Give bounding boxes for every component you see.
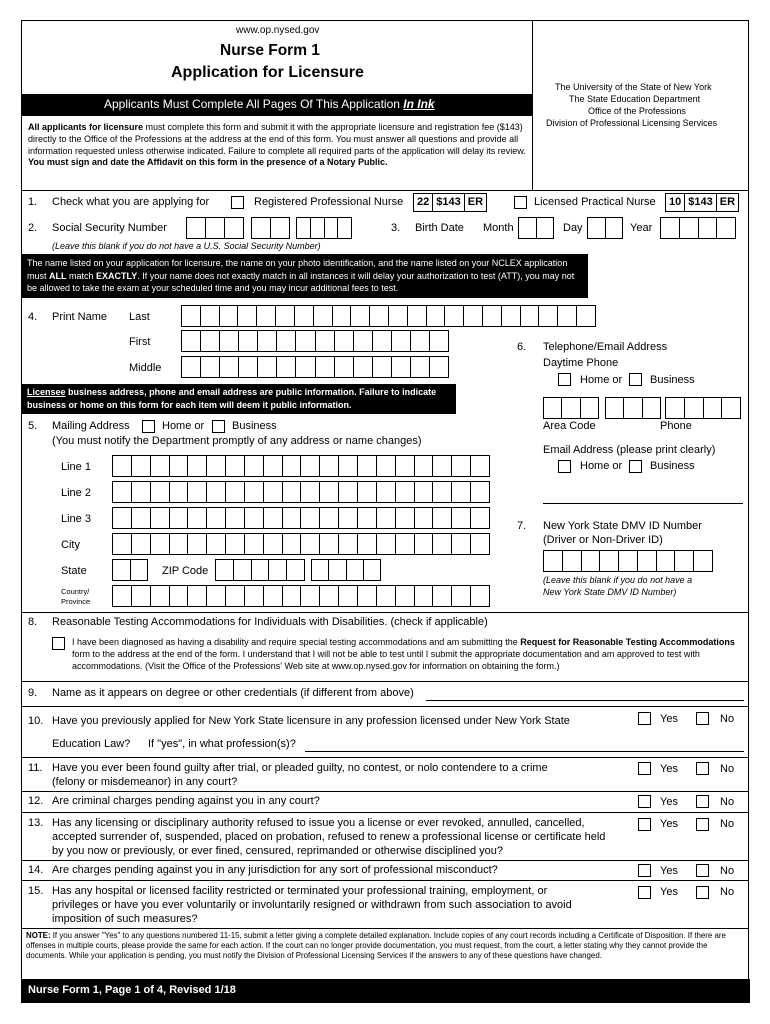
email-home-checkbox[interactable] bbox=[558, 460, 571, 473]
q10-divider bbox=[22, 706, 749, 707]
footer-text: Nurse Form 1, Page 1 of 4, Revised 1/18 bbox=[28, 984, 236, 996]
address-note: (You must notify the Department promptly of any address or name changes) bbox=[52, 435, 422, 447]
q15-no-label: No bbox=[720, 886, 735, 898]
rn-checkbox[interactable] bbox=[231, 196, 244, 209]
phone-label: Phone bbox=[660, 420, 692, 432]
mailing-home-checkbox[interactable] bbox=[142, 420, 155, 433]
email-business-label: Business bbox=[650, 460, 695, 472]
q14-number: 14. bbox=[28, 864, 44, 876]
q13-yes-checkbox[interactable] bbox=[638, 818, 651, 831]
q14-yes-label: Yes bbox=[660, 865, 678, 877]
line2-label: Line 2 bbox=[61, 487, 91, 499]
q11-no-label: No bbox=[720, 763, 735, 775]
q11-label-2: (felony or misdemeanor) in any court? bbox=[52, 776, 238, 788]
q6-label: Telephone/Email Address bbox=[543, 341, 668, 353]
last-name-input[interactable] bbox=[181, 305, 596, 327]
q6-number: 6. bbox=[517, 341, 527, 353]
q15-label: Has any hospital or licensed facility restricted or terminated your professional training, employment, or bbox=[52, 885, 548, 897]
city-input[interactable] bbox=[112, 533, 490, 555]
q7-sublabel: (Driver or Non-Driver ID) bbox=[543, 534, 663, 546]
q1-label: Check what you are applying for bbox=[52, 196, 210, 208]
form-subtitle: Application for Licensure bbox=[171, 64, 364, 81]
phone-line-input[interactable] bbox=[665, 397, 741, 419]
month-label: Month bbox=[483, 222, 514, 234]
q13-divider bbox=[22, 812, 749, 813]
ssn-part-3[interactable] bbox=[296, 217, 352, 239]
org-line-3: Office of the Professions bbox=[588, 106, 686, 116]
q7-number: 7. bbox=[517, 520, 527, 532]
address-line2-input[interactable] bbox=[112, 481, 490, 503]
header-divider bbox=[21, 190, 749, 191]
lpn-fee-box: 10 $143 ER bbox=[665, 193, 739, 212]
q2-number: 2. bbox=[28, 222, 38, 234]
q12-number: 12. bbox=[28, 795, 44, 807]
header-url: www.op.nysed.gov bbox=[236, 25, 320, 36]
q12-no-checkbox[interactable] bbox=[696, 795, 709, 808]
q12-no-label: No bbox=[720, 796, 735, 808]
email-business-checkbox[interactable] bbox=[629, 460, 642, 473]
area-code-label: Area Code bbox=[543, 420, 596, 432]
q10-label-3: If "yes", in what profession(s)? bbox=[148, 738, 296, 750]
ssn-part-1[interactable] bbox=[186, 217, 244, 239]
q4-number: 4. bbox=[28, 311, 38, 323]
zip-plus4-input[interactable] bbox=[311, 559, 381, 581]
last-label: Last bbox=[129, 311, 150, 323]
daytime-label: Daytime Phone bbox=[543, 357, 619, 369]
q15-no-checkbox[interactable] bbox=[696, 886, 709, 899]
q9-number: 9. bbox=[28, 687, 38, 699]
birth-year[interactable] bbox=[660, 217, 736, 239]
zip-input[interactable] bbox=[215, 559, 305, 581]
org-line-4: Division of Professional Licensing Services bbox=[546, 118, 718, 128]
dmv-id-input[interactable] bbox=[543, 550, 713, 572]
q5-label: Mailing Address bbox=[52, 420, 130, 432]
q10-yes-label: Yes bbox=[660, 713, 678, 725]
q13-label: Has any licensing or disciplinary authority refused to issue you a license or ever revoked, annulled, cancelled, bbox=[52, 817, 585, 829]
mailing-business-label: Business bbox=[232, 420, 277, 432]
q12-label: Are criminal charges pending against you in any court? bbox=[52, 795, 320, 807]
q15-yes-label: Yes bbox=[660, 886, 678, 898]
q10-label-2: Education Law? bbox=[52, 738, 131, 750]
q11-label: Have you ever been found guilty after trial, or pleaded guilty, no contest, or nolo contendere to a crime bbox=[52, 762, 548, 774]
q13-label-3: by you now or previously, or ever fined, censured, reprimanded or otherwise disciplined you? bbox=[52, 845, 504, 857]
q10-yes-checkbox[interactable] bbox=[638, 712, 651, 725]
q11-divider bbox=[22, 757, 749, 758]
note-divider bbox=[22, 928, 749, 929]
q15-yes-checkbox[interactable] bbox=[638, 886, 651, 899]
province-label: Province bbox=[61, 597, 91, 606]
rn-fee-box: 22 $143 ER bbox=[413, 193, 487, 212]
email-input-line[interactable] bbox=[543, 503, 743, 504]
state-label: State bbox=[61, 565, 87, 577]
public-notice-text: Licensee business address, phone and email address are public information. Failure to indicate business or home on this form for each item will deem it public information. bbox=[27, 387, 437, 410]
mailing-home-label: Home or bbox=[162, 420, 205, 432]
note-text: NOTE: If you answer "Yes" to any questions numbered 11-15, submit a letter giving a complete detailed explanation. Include copies of any court records including a Certificate of Disposition. If there are offenses in multiple courts, please provide the same for each action. If the court can no longer provide documentation, you must request, from the court, a letter stating why they cannot provide the documents. While your application is pending, you must notify the Division of Professional Licensing Services if the answers to any of these questions have changed. bbox=[26, 931, 726, 961]
phone-home-label: Home or bbox=[580, 374, 623, 386]
form-title: Nurse Form 1 bbox=[220, 42, 320, 59]
first-label: First bbox=[129, 336, 151, 348]
q13-yes-label: Yes bbox=[660, 818, 678, 830]
lpn-checkbox[interactable] bbox=[514, 196, 527, 209]
q2-label: Social Security Number bbox=[52, 222, 167, 234]
name-notice-text: The name listed on your application for licensure, the name on your photo identification, and the name listed on your NCLEX application must ALL match EXACTLY. If your name does not exactly match in all instances it will delay your authorization to test (ATT), you may not be allowed to take the exam at your scheduled time and you may incur additional fees to test. bbox=[27, 258, 575, 294]
org-line-1: The University of the State of New York bbox=[555, 82, 712, 92]
q11-yes-checkbox[interactable] bbox=[638, 762, 651, 775]
lpn-label: Licensed Practical Nurse bbox=[534, 196, 656, 208]
birth-day[interactable] bbox=[587, 217, 623, 239]
city-label: City bbox=[61, 539, 80, 551]
q14-no-label: No bbox=[720, 865, 735, 877]
q7-label: New York State DMV ID Number bbox=[543, 520, 702, 532]
country-input[interactable] bbox=[112, 585, 490, 607]
q11-yes-label: Yes bbox=[660, 763, 678, 775]
q10-profession-line[interactable] bbox=[305, 751, 744, 752]
accommodation-checkbox[interactable] bbox=[52, 637, 65, 650]
accommodation-text: I have been diagnosed as having a disability and require special testing accommodations and am submitting the Request for Reasonable Testing Accommodations form to the address at the end of the form. I understand that I will not be able to test until I submit the appropriate documentation and am approved to test with accommodations. (Visit the Office of the Professions' Web site at www.op.nysed.gov for information on obtaining the form.) bbox=[72, 637, 735, 672]
q3-label: Birth Date bbox=[415, 222, 464, 234]
country-label: Country/ bbox=[61, 587, 90, 596]
q8-divider bbox=[22, 612, 749, 613]
q15-number: 15. bbox=[28, 885, 44, 897]
birth-month[interactable] bbox=[518, 217, 554, 239]
q9-divider bbox=[22, 681, 749, 682]
q12-yes-checkbox[interactable] bbox=[638, 795, 651, 808]
line1-label: Line 1 bbox=[61, 461, 91, 473]
email-home-label: Home or bbox=[580, 460, 623, 472]
q9-label: Name as it appears on degree or other credentials (if different from above) bbox=[52, 687, 414, 699]
intro-text: All applicants for licensure must complete this form and submit it with the appropriate licensure and registration fee ($143) directly to the Office of the Professions at the address at the end of this form. You must answer all questions and provide all information requested unless otherwise indicated. Failure to complete all required parts of the application will delay its review. You must sign and date the Affidavit on this form in the presence of a Notary Public. bbox=[28, 122, 526, 168]
q1-number: 1. bbox=[28, 196, 38, 208]
q14-no-checkbox[interactable] bbox=[696, 864, 709, 877]
header-column-divider bbox=[532, 20, 533, 190]
q12-yes-label: Yes bbox=[660, 796, 678, 808]
ink-banner-text: Applicants Must Complete All Pages Of This Application In Ink bbox=[104, 97, 435, 111]
year-label: Year bbox=[630, 222, 653, 234]
q4-label: Print Name bbox=[52, 311, 108, 323]
address-line3-input[interactable] bbox=[112, 507, 490, 529]
dmv-note-1: (Leave this blank if you do not have a bbox=[543, 575, 693, 585]
q10-no-checkbox[interactable] bbox=[696, 712, 709, 725]
org-line-2: The State Education Department bbox=[569, 94, 701, 104]
q15-divider bbox=[22, 880, 749, 881]
q12-divider bbox=[22, 791, 749, 792]
q10-no-label: No bbox=[720, 713, 735, 725]
q10-label: Have you previously applied for New York State licensure in any profession licensed under New York State bbox=[52, 715, 570, 727]
rn-label: Registered Professional Nurse bbox=[254, 196, 404, 208]
q13-no-label: No bbox=[720, 818, 735, 830]
q14-yes-checkbox[interactable] bbox=[638, 864, 651, 877]
q15-label-2: privileges or have you ever voluntarily or involuntarily resigned or withdrawn from such association to avoid bbox=[52, 899, 572, 911]
q3-number: 3. bbox=[391, 222, 401, 234]
phone-business-checkbox[interactable] bbox=[629, 373, 642, 386]
q8-number: 8. bbox=[28, 616, 38, 628]
q11-number: 11. bbox=[28, 762, 43, 774]
q9-input-line[interactable] bbox=[426, 700, 744, 701]
q5-number: 5. bbox=[28, 420, 38, 432]
q13-label-2: accepted surrender of, suspended, placed on probation, refused to renew a professional license or certificate held bbox=[52, 831, 606, 843]
q13-no-checkbox[interactable] bbox=[696, 818, 709, 831]
day-label: Day bbox=[563, 222, 583, 234]
q13-number: 13. bbox=[28, 817, 44, 829]
q14-label: Are charges pending against you in any jurisdiction for any sort of professional misconduct? bbox=[52, 864, 498, 876]
email-label: Email Address (please print clearly) bbox=[543, 444, 716, 456]
phone-prefix-input[interactable] bbox=[605, 397, 661, 419]
middle-name-input[interactable] bbox=[181, 356, 449, 378]
q11-no-checkbox[interactable] bbox=[696, 762, 709, 775]
mailing-business-checkbox[interactable] bbox=[212, 420, 225, 433]
ssn-part-2[interactable] bbox=[251, 217, 290, 239]
state-input[interactable] bbox=[112, 559, 148, 581]
q14-divider bbox=[22, 860, 749, 861]
dmv-note-2: New York State DMV ID Number) bbox=[543, 587, 677, 597]
zip-label: ZIP Code bbox=[162, 565, 209, 577]
q8-label: Reasonable Testing Accommodations for Individuals with Disabilities. (check if applicable) bbox=[52, 616, 488, 628]
first-name-input[interactable] bbox=[181, 330, 449, 352]
phone-home-checkbox[interactable] bbox=[558, 373, 571, 386]
q10-number: 10. bbox=[28, 715, 44, 727]
phone-business-label: Business bbox=[650, 374, 695, 386]
middle-label: Middle bbox=[129, 362, 162, 374]
area-code-input[interactable] bbox=[543, 397, 599, 419]
line3-label: Line 3 bbox=[61, 513, 91, 525]
q15-label-3: imposition of such measures? bbox=[52, 913, 198, 925]
ssn-note: (Leave this blank if you do not have a U.S. Social Security Number) bbox=[52, 241, 321, 251]
address-line1-input[interactable] bbox=[112, 455, 490, 477]
